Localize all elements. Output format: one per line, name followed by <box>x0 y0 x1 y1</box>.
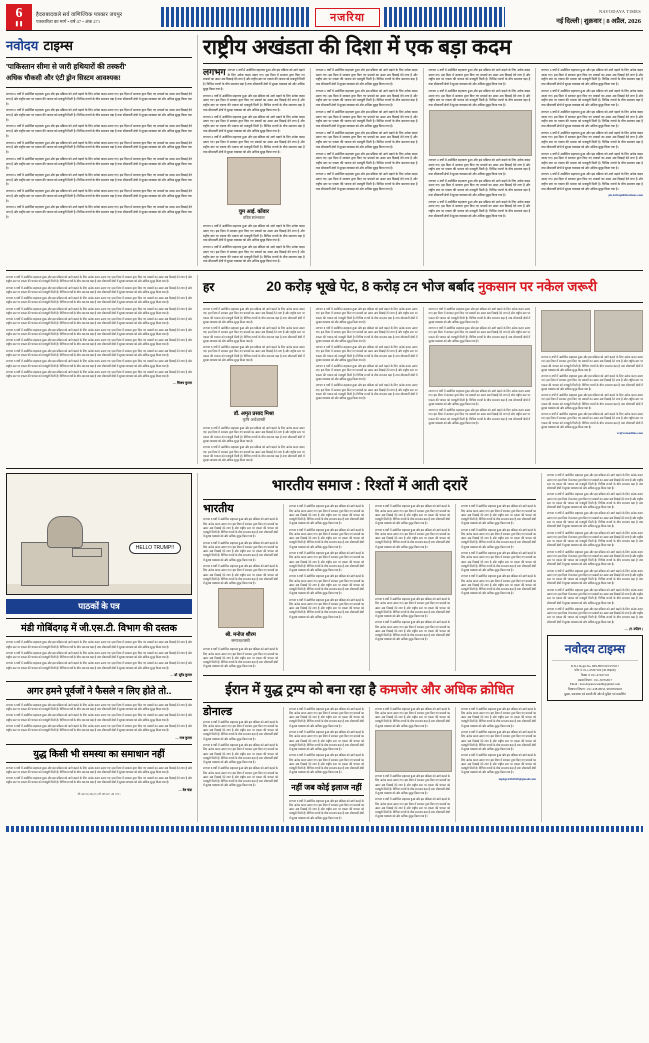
paragraph: लगभग 6 वर्षों में असीमित सहायता हुआ और इस प्रक्रिया को आगे बढ़ाने के लिए अनेक कदम उठाए गए। इस दिशा में सरकार द्वारा किए गए प्रयासों का असर अब दिखाई देने लगा है और राष्ट्रीय स्तर पर एकता की भावना को मजबूती मिली है। विभिन्न राज्यों के बीच समन्वय बढ़ा है तथा सीमावर्ती क्षेत्रों में सुरक्षा व्यवस्था को और अधिक सुदृढ़ किया गया है। <box>375 596 450 619</box>
letter-body-3 <box>6 766 192 785</box>
imprint-line: मुद्रक, प्रकाशक एवं स्वामी की ओर से मुद्रित एवं प्रकाशित <box>564 691 626 696</box>
paragraph: लगभग 6 वर्षों में असीमित सहायता हुआ और इस प्रक्रिया को आगे बढ़ाने के लिए अनेक कदम उठाए गए। इस दिशा में सरकार द्वारा किए गए प्रयासों का असर अब दिखाई देने लगा है और राष्ट्रीय स्तर पर एकता की भावना को मजबूती मिली है। विभिन्न राज्यों के बीच समन्वय बढ़ा है तथा सीमावर्ती क्षेत्रों में सुरक्षा व्यवस्था को और अधिक सुदृढ़ किया गया है। <box>289 798 364 820</box>
imprint-line: R.N.I. Regn.No. DELHIN/2013/53517 <box>570 663 620 668</box>
society-columns <box>203 504 536 670</box>
paragraph: लगभग 6 वर्षों में असीमित सहायता हुआ और इस प्रक्रिया को आगे बढ़ाने के लिए अनेक कदम उठाए गए। इस दिशा में सरकार द्वारा किए गए प्रयासों का असर अब दिखाई देने लगा है और राष्ट्रीय स्तर पर एकता की भावना को मजबूती मिली है। विभिन्न राज्यों के बीच समन्वय बढ़ा है तथा सीमावर्ती क्षेत्रों में सुरक्षा व्यवस्था को और अधिक सुदृढ़ किया गया है। <box>203 224 305 243</box>
paragraph: लगभग 6 वर्षों में असीमित सहायता हुआ और इस प्रक्रिया को आगे बढ़ाने के लिए अनेक कदम उठाए गए। इस दिशा में सरकार द्वारा किए गए प्रयासों का असर अब दिखाई देने लगा है और राष्ट्रीय स्तर पर एकता की भावना को मजबूती मिली है। विभिन्न राज्यों के बीच समन्वय बढ़ा है तथा सीमावर्ती क्षेत्रों में सुरक्षा व्यवस्था को और अधिक सुदृढ़ किया गया है। <box>203 307 305 324</box>
paragraph: लगभग 6 वर्षों में असीमित सहायता हुआ और इस प्रक्रिया को आगे बढ़ाने के लिए अनेक कदम उठाए गए। इस दिशा में सरकार द्वारा किए गए प्रयासों का असर अब दिखाई देने लगा है और राष्ट्रीय स्तर पर एकता की भावना को मजबूती मिली है। विभिन्न राज्यों के बीच समन्वय बढ़ा है तथा सीमावर्ती क्षेत्रों में सुरक्षा व्यवस्था को और अधिक सुदृढ़ किया गया है। <box>6 327 192 336</box>
imprint-line: विज्ञापन विभाग : 011-43819933, 9818393903 <box>567 687 623 692</box>
paragraph: लगभग 6 वर्षों में असीमित सहायता हुआ और इस प्रक्रिया को आगे बढ़ाने के लिए अनेक कदम उठाए गए। इस दिशा में सरकार द्वारा किए गए प्रयासों का असर अब दिखाई देने लगा है और राष्ट्रीय स्तर पर एकता की भावना को मजबूती मिली है। विभिन्न राज्यों के बीच समन्वय बढ़ा है तथा सीमावर्ती क्षेत्रों में सुरक्षा व्यवस्था को और अधिक सुदृढ़ किया गया है। <box>461 753 536 775</box>
paragraph: लगभग 6 वर्षों में असीमित सहायता हुआ और इस प्रक्रिया को आगे बढ़ाने के लिए अनेक कदम उठाए गए। इस दिशा में सरकार द्वारा किए गए प्रयासों का असर अब दिखाई देने लगा है और राष्ट्रीय स्तर पर एकता की भावना को मजबूती मिली है। विभिन्न राज्यों के बीच समन्वय बढ़ा है तथा सीमावर्ती क्षेत्रों में सुरक्षा व्यवस्था को और अधिक सुदृढ़ किया गया है। <box>461 706 536 728</box>
letter-signoff-2: — राज कुमार <box>175 735 192 740</box>
paragraph: लगभग 6 वर्षों में असीमित सहायता हुआ और इस प्रक्रिया को आगे बढ़ाने के लिए अनेक कदम उठाए गए। इस दिशा में सरकार द्वारा किए गए प्रयासों का असर अब दिखाई देने लगा है और राष्ट्रीय स्तर पर एकता की भावना को मजबूती मिली है। विभिन्न राज्यों के बीच समन्वय बढ़ा है तथा सीमावर्ती क्षेत्रों में सुरक्षा व्यवस्था को और अधिक सुदृढ़ किया गया है। <box>6 275 192 284</box>
letters-section-head: पाठकों के पत्र <box>6 599 192 614</box>
paragraph: लगभग 6 वर्षों में असीमित सहायता हुआ और इस प्रक्रिया को आगे बढ़ाने के लिए अनेक कदम उठाए गए। इस दिशा में सरकार द्वारा किए गए प्रयासों का असर अब दिखाई देने लगा है और राष्ट्रीय स्तर पर एकता की भावना को मजबूती मिली है। विभिन्न राज्यों के बीच समन्वय बढ़ा है तथा सीमावर्ती क्षेत्रों में सुरक्षा व्यवस्था को और अधिक सुदृढ़ किया गया है। <box>547 530 643 548</box>
paragraph: लगभग 6 वर्षों में असीमित सहायता हुआ और इस प्रक्रिया को आगे बढ़ाने के लिए अनेक कदम उठाए गए। इस दिशा में सरकार द्वारा किए गए प्रयासों का असर अब दिखाई देने लगा है और राष्ट्रीय स्तर पर एकता की भावना को मजबूती मिली है। विभिन्न राज्यों के बीच समन्वय बढ़ा है तथा सीमावर्ती क्षेत्रों में सुरक्षा व्यवस्था को और अधिक सुदृढ़ किया गया है। <box>541 412 643 429</box>
letters-phone-line: मो. 94714-34123 | मो. 98 547 -40 723 | <box>77 792 121 796</box>
paragraph: लगभग 6 वर्षों में असीमित सहायता हुआ और इस प्रक्रिया को आगे बढ़ाने के लिए अनेक कदम उठाए गए। इस दिशा में सरकार द्वारा किए गए प्रयासों का असर अब दिखाई देने लगा है और राष्ट्रीय स्तर पर एकता की भावना को मजबूती मिली है। विभिन्न राज्यों के बीच समन्वय बढ़ा है तथा सीमावर्ती क्षेत्रों में सुरक्षा व्यवस्था को और अधिक सुदृढ़ किया गया है। <box>315 130 418 149</box>
letter-body-2 <box>6 703 192 733</box>
trump-headline-main: ईरान में युद्ध ट्रम्प को बना रहा है <box>225 681 377 697</box>
column-left-food <box>6 275 192 464</box>
food-author-name: डॉ. अमृत प्रसाद मिश्रा <box>233 411 274 418</box>
logo-secondary: टाइम्स <box>43 38 73 53</box>
editorial-cartoon <box>6 473 192 595</box>
decorative-bars-right <box>384 7 505 27</box>
trump-drop-cap: डोनाल्ड <box>203 705 233 718</box>
food-col-a <box>203 307 305 464</box>
paragraph: लगभग 6 वर्षों में असीमित सहायता हुआ और इस प्रक्रिया को आगे बढ़ाने के लिए अनेक कदम उठाए गए। इस दिशा में सरकार द्वारा किए गए प्रयासों का असर अब दिखाई देने लगा है और राष्ट्रीय स्तर पर एकता की भावना को मजबूती मिली है। विभिन्न राज्यों के बीच समन्वय बढ़ा है तथा सीमावर्ती क्षेत्रों में सुरक्षा व्यवस्था को और अधिक सुदृढ़ किया गया है। <box>289 597 364 619</box>
masthead-line-1: हैदराबादवाले सर्व वाणिज्यिक पत्रकार जयपुर <box>36 11 123 18</box>
masthead-edition <box>509 4 643 30</box>
paragraph: लगभग 6 वर्षों में असीमित सहायता हुआ और इस प्रक्रिया को आगे बढ़ाने के लिए अनेक कदम उठाए गए। इस दिशा में सरकार द्वारा किए गए प्रयासों का असर अब दिखाई देने लगा है और राष्ट्रीय स्तर पर एकता की भावना को मजबूती मिली है। विभिन्न राज्यों के बीच समन्वय बढ़ा है तथा सीमावर्ती क्षेत्रों में सुरक्षा व्यवस्था को और अधिक सुदृढ़ किया गया है। <box>428 88 531 108</box>
food-col-d <box>541 307 643 464</box>
food-photo-row <box>541 310 643 352</box>
paragraph: लगभग 6 वर्षों में असीमित सहायता हुआ और इस प्रक्रिया को आगे बढ़ाने के लिए अनेक कदम उठाए गए। इस दिशा में सरकार द्वारा किए गए प्रयासों का असर अब दिखाई देने लगा है और राष्ट्रीय स्तर पर एकता की भावना को मजबूती मिली है। विभिन्न राज्यों के बीच समन्वय बढ़ा है तथा सीमावर्ती क्षेत्रों में सुरक्षा व्यवस्था को और अधिक सुदृढ़ किया गया है। <box>6 650 192 660</box>
column-right-notes <box>547 473 643 822</box>
paragraph: लगभग 6 वर्षों में असीमित सहायता हुआ और इस प्रक्रिया को आगे बढ़ाने के लिए अनेक कदम उठाए गए। इस दिशा में सरकार द्वारा किए गए प्रयासों का असर अब दिखाई देने लगा है और राष्ट्रीय स्तर पर एकता की भावना को मजबूती मिली है। विभिन्न राज्यों के बीच समन्वय बढ़ा है तथा सीमावर्ती क्षेत्रों में सुरक्षा व्यवस्था को और अधिक सुदृढ़ किया गया है। <box>6 640 192 649</box>
lead-quote-line-2: अधिक चौकसी और एंटी ड्रोन सिस्टम आवश्यक! <box>6 74 121 82</box>
paragraph: लगभग 6 वर्षों में असीमित सहायता हुआ और इस प्रक्रिया को आगे बढ़ाने के लिए अनेक कदम उठाए गए। इस दिशा में सरकार द्वारा किए गए प्रयासों का असर अब दिखाई देने लगा है और राष्ट्रीय स्तर पर एकता की भावना को मजबूती मिली है। विभिन्न राज्यों के बीच समन्वय बढ़ा है तथा सीमावर्ती क्षेत्रों में सुरक्षा व्यवस्था को और अधिक सुदृढ़ किया गया है। <box>375 620 450 642</box>
paragraph: लगभग 6 वर्षों में असीमित सहायता हुआ और इस प्रक्रिया को आगे बढ़ाने के लिए अनेक कदम उठाए गए। इस दिशा में सरकार द्वारा किए गए प्रयासों का असर अब दिखाई देने लगा है और राष्ट्रीय स्तर पर एकता की भावना को मजबूती मिली है। विभिन्न राज्यों के बीच समन्वय बढ़ा है तथा सीमावर्ती क्षेत्रों में सुरक्षा व्यवस्था को और अधिक सुदृढ़ किया गया है। <box>547 473 643 491</box>
paragraph: लगभग 6 वर्षों में असीमित सहायता हुआ और इस प्रक्रिया को आगे बढ़ाने के लिए अनेक कदम उठाए गए। इस दिशा में सरकार द्वारा किए गए प्रयासों का असर अब दिखाई देने लगा है और राष्ट्रीय स्तर पर एकता की भावना को मजबूती मिली है। विभिन्न राज्यों के बीच समन्वय बढ़ा है तथा सीमावर्ती क्षेत्रों में सुरक्षा व्यवस्था को और अधिक सुदृढ़ किया गया है। <box>541 355 643 372</box>
paragraph: लगभग 6 वर्षों में असीमित सहायता हुआ और इस प्रक्रिया को आगे बढ़ाने के लिए अनेक कदम उठाए गए। इस दिशा में सरकार द्वारा किए गए प्रयासों का असर अब दिखाई देने लगा है और राष्ट्रीय स्तर पर एकता की भावना को मजबूती मिली है। विभिन्न राज्यों के बीच समन्वय बढ़ा है तथा सीमावर्ती क्षेत्रों में सुरक्षा व्यवस्था को और अधिक सुदृढ़ किया गया है। <box>6 306 192 315</box>
paragraph: लगभग 6 वर्षों में असीमित सहायता हुआ और इस प्रक्रिया को आगे बढ़ाने के लिए अनेक कदम उठाए गए। इस दिशा में सरकार द्वारा किए गए प्रयासों का असर अब दिखाई देने लगा है और राष्ट्रीय स्तर पर एकता की भावना को मजबूती मिली है। विभिन्न राज्यों के बीच समन्वय बढ़ा है तथा सीमावर्ती क्षेत्रों में सुरक्षा व्यवस्था को और अधिक सुदृढ़ किया गया है। <box>315 172 418 191</box>
trump-photo <box>375 730 452 772</box>
paragraph: लगभग 6 वर्षों में असीमित सहायता हुआ और इस प्रक्रिया को आगे बढ़ाने के लिए अनेक कदम उठाए गए। इस दिशा में सरकार द्वारा किए गए प्रयासों का असर अब दिखाई देने लगा है और राष्ट्रीय स्तर पर एकता की भावना को मजबूती मिली है। विभिन्न राज्यों के बीच समन्वय बढ़ा है तथा सीमावर्ती क्षेत्रों में सुरक्षा व्यवस्था को और अधिक सुदृढ़ किया गया है। <box>289 729 364 752</box>
masthead <box>6 4 643 31</box>
paragraph: लगभग 6 वर्षों में असीमित सहायता हुआ और इस प्रक्रिया को आगे बढ़ाने के लिए अनेक कदम उठाए गए। इस दिशा में सरकार द्वारा किए गए प्रयासों का असर अब दिखाई देने लगा है और राष्ट्रीय स्तर पर एकता की भावना को मजबूती मिली है। विभिन्न राज्यों के बीच समन्वय बढ़ा है तथा सीमावर्ती क्षेत्रों में सुरक्षा व्यवस्था को और अधिक सुदृढ़ किया गया है। <box>6 140 192 155</box>
author-role: वरिष्ठ स्तंभकार <box>243 215 265 221</box>
paragraph: लगभग 6 वर्षों में असीमित सहायता हुआ और इस प्रक्रिया को आगे बढ़ाने के लिए अनेक कदम उठाए गए। इस दिशा में सरकार द्वारा किए गए प्रयासों का असर अब दिखाई देने लगा है और राष्ट्रीय स्तर पर एकता की भावना को मजबूती मिली है। विभिन्न राज्यों के बीच समन्वय बढ़ा है तथा सीमावर्ती क्षेत्रों में सुरक्षा व्यवस्था को और अधिक सुदृढ़ किया गया है। <box>6 172 192 187</box>
food-columns <box>203 307 643 464</box>
food-email: vc@vomadilas.com <box>616 431 643 436</box>
logo-primary: नवोदय <box>6 38 39 53</box>
trump-col-a <box>203 707 278 822</box>
paragraph: लगभग 6 वर्षों में असीमित सहायता हुआ और इस प्रक्रिया को आगे बढ़ाने के लिए अनेक कदम उठाए गए। इस दिशा में सरकार द्वारा किए गए प्रयासों का असर अब दिखाई देने लगा है और राष्ट्रीय स्तर पर एकता की भावना को मजबूती मिली है। विभिन्न राज्यों के बीच समन्वय बढ़ा है तथा सीमावर्ती क्षेत्रों में सुरक्षा व्यवस्था को और अधिक सुदृढ़ किया गया है। <box>6 702 192 712</box>
paragraph: लगभग 6 वर्षों में असीमित सहायता हुआ और इस प्रक्रिया को आगे बढ़ाने के लिए अनेक कदम उठाए गए। इस दिशा में सरकार द्वारा किए गए प्रयासों का असर अब दिखाई देने लगा है और राष्ट्रीय स्तर पर एकता की भावना को मजबूती मिली है। विभिन्न राज्यों के बीच समन्वय बढ़ा है तथा सीमावर्ती क्षेत्रों में सुरक्षा व्यवस्था को और अधिक सुदृढ़ किया गया है। <box>6 108 192 122</box>
society-col-c <box>375 504 450 670</box>
food-drop-cap: हर <box>203 280 215 295</box>
trump-headline <box>203 680 536 698</box>
imprint-line: फैक्स नं. 011-47297122 <box>580 673 610 678</box>
column-main-society <box>203 473 536 822</box>
paragraph: लगभग 6 वर्षों में असीमित सहायता हुआ और इस प्रक्रिया को आगे बढ़ाने के लिए अनेक कदम उठाए गए। इस दिशा में सरकार द्वारा किए गए प्रयासों का असर अब दिखाई देने लगा है और राष्ट्रीय स्तर पर एकता की भावना को मजबूती मिली है। विभिन्न राज्यों के बीच समन्वय बढ़ा है तथा सीमावर्ती क्षेत्रों में सुरक्षा व्यवस्था को और अधिक सुदृढ़ किया गया है। <box>315 383 418 401</box>
paragraph: लगभग 6 वर्षों में असीमित सहायता हुआ और इस प्रक्रिया को आगे बढ़ाने के लिए अनेक कदम उठाए गए। इस दिशा में सरकार द्वारा किए गए प्रयासों का असर अब दिखाई देने लगा है और राष्ट्रीय स्तर पर एकता की भावना को मजबूती मिली है। विभिन्न राज्यों के बीच समन्वय बढ़ा है तथा सीमावर्ती क्षेत्रों में सुरक्षा व्यवस्था को और अधिक सुदृढ़ किया गया है। <box>203 68 305 91</box>
letter-signoff-3: — देव चंद्रा <box>178 787 192 792</box>
right-notes-body <box>547 473 643 624</box>
paragraph: लगभग 6 वर्षों में असीमित सहायता हुआ और इस प्रक्रिया को आगे बढ़ाने के लिए अनेक कदम उठाए गए। इस दिशा में सरकार द्वारा किए गए प्रयासों का असर अब दिखाई देने लगा है और राष्ट्रीय स्तर पर एकता की भावना को मजबूती मिली है। विभिन्न राज्यों के बीच समन्वय बढ़ा है तथा सीमावर्ती क्षेत्रों में सुरक्षा व्यवस्था को और अधिक सुदृढ़ किया गया है। <box>428 408 531 425</box>
paragraph: लगभग 6 वर्षों में असीमित सहायता हुआ और इस प्रक्रिया को आगे बढ़ाने के लिए अनेक कदम उठाए गए। इस दिशा में सरकार द्वारा किए गए प्रयासों का असर अब दिखाई देने लगा है और राष्ट्रीय स्तर पर एकता की भावना को मजबूती मिली है। विभिन्न राज्यों के बीच समन्वय बढ़ा है तथा सीमावर्ती क्षेत्रों में सुरक्षा व्यवस्था को और अधिक सुदृढ़ किया गया है। <box>6 317 192 326</box>
paragraph: लगभग 6 वर्षों में असीमित सहायता हुआ और इस प्रक्रिया को आगे बढ़ाने के लिए अनेक कदम उठाए गए। इस दिशा में सरकार द्वारा किए गए प्रयासों का असर अब दिखाई देने लगा है और राष्ट्रीय स्तर पर एकता की भावना को मजबूती मिली है। विभिन्न राज्यों के बीच समन्वय बढ़ा है तथा सीमावर्ती क्षेत्रों में सुरक्षा व्यवस्था को और अधिक सुदृढ़ किया गया है। <box>375 797 450 819</box>
paragraph: लगभग 6 वर्षों में असीमित सहायता हुआ और इस प्रक्रिया को आगे बढ़ाने के लिए अनेक कदम उठाए गए। इस दिशा में सरकार द्वारा किए गए प्रयासों का असर अब दिखाई देने लगा है और राष्ट्रीय स्तर पर एकता की भावना को मजबूती मिली है। विभिन्न राज्यों के बीच समन्वय बढ़ा है तथा सीमावर्ती क्षेत्रों में सुरक्षा व्यवस्था को और अधिक सुदृढ़ किया गया है। <box>203 766 278 788</box>
row-lead <box>6 35 643 266</box>
paragraph: लगभग 6 वर्षों में असीमित सहायता हुआ और इस प्रक्रिया को आगे बढ़ाने के लिए अनेक कदम उठाए गए। इस दिशा में सरकार द्वारा किए गए प्रयासों का असर अब दिखाई देने लगा है और राष्ट्रीय स्तर पर एकता की भावना को मजबूती मिली है। विभिन्न राज्यों के बीच समन्वय बढ़ा है तथा सीमावर्ती क्षेत्रों में सुरक्षा व्यवस्था को और अधिक सुदृढ़ किया गया है। <box>203 114 305 133</box>
food-photo-2 <box>541 310 590 352</box>
masthead-paper-info <box>32 4 157 30</box>
right-notes-signoff: — (ए. उपेंद्रन ) <box>624 626 643 631</box>
paragraph: लगभग 6 वर्षों में असीमित सहायता हुआ और इस प्रक्रिया को आगे बढ़ाने के लिए अनेक कदम उठाए गए। इस दिशा में सरकार द्वारा किए गए प्रयासों का असर अब दिखाई देने लगा है और राष्ट्रीय स्तर पर एकता की भावना को मजबूती मिली है। विभिन्न राज्यों के बीच समन्वय बढ़ा है तथा सीमावर्ती क्षेत्रों में सुरक्षा व्यवस्था को और अधिक सुदृढ़ किया गया है। <box>6 156 192 171</box>
food-headline <box>220 277 643 295</box>
paragraph: लगभग 6 वर्षों में असीमित सहायता हुआ और इस प्रक्रिया को आगे बढ़ाने के लिए अनेक कदम उठाए गए। इस दिशा में सरकार द्वारा किए गए प्रयासों का असर अब दिखाई देने लगा है और राष्ट्रीय स्तर पर एकता की भावना को मजबूती मिली है। विभिन्न राज्यों के बीच समन्वय बढ़ा है तथा सीमावर्ती क्षेत्रों में सुरक्षा व्यवस्था को और अधिक सुदृढ़ किया गया है। <box>375 706 450 728</box>
paragraph: लगभग 6 वर्षों में असीमित सहायता हुआ और इस प्रक्रिया को आगे बढ़ाने के लिए अनेक कदम उठाए गए। इस दिशा में सरकार द्वारा किए गए प्रयासों का असर अब दिखाई देने लगा है और राष्ट्रीय स्तर पर एकता की भावना को मजबूती मिली है। विभिन्न राज्यों के बीच समन्वय बढ़ा है तथा सीमावर्ती क्षेत्रों में सुरक्षा व्यवस्था को और अधिक सुदृढ़ किया गया है। <box>289 706 364 728</box>
paragraph: लगभग 6 वर्षों में असीमित सहायता हुआ और इस प्रक्रिया को आगे बढ़ाने के लिए अनेक कदम उठाए गए। इस दिशा में सरकार द्वारा किए गए प्रयासों का असर अब दिखाई देने लगा है और राष्ट्रीय स्तर पर एकता की भावना को मजबूती मिली है। विभिन्न राज्यों के बीच समन्वय बढ़ा है तथा सीमावर्ती क्षेत्रों में सुरक्षा व्यवस्था को और अधिक सुदृढ़ किया गया है। <box>547 511 643 529</box>
column-left-cartoon <box>6 473 192 822</box>
trump-col-d <box>461 707 536 822</box>
paragraph: लगभग 6 वर्षों में असीमित सहायता हुआ और इस प्रक्रिया को आगे बढ़ाने के लिए अनेक कदम उठाए गए। इस दिशा में सरकार द्वारा किए गए प्रयासों का असर अब दिखाई देने लगा है और राष्ट्रीय स्तर पर एकता की भावना को मजबूती मिली है। विभिन्न राज्यों के बीच समन्वय बढ़ा है तथा सीमावर्ती क्षेत्रों में सुरक्षा व्यवस्था को और अधिक सुदृढ़ किया गया है। <box>315 307 418 324</box>
paragraph: लगभग 6 वर्षों में असीमित सहायता हुआ और इस प्रक्रिया को आगे बढ़ाने के लिए अनेक कदम उठाए गए। इस दिशा में सरकार द्वारा किए गए प्रयासों का असर अब दिखाई देने लगा है और राष्ट्रीय स्तर पर एकता की भावना को मजबूती मिली है। विभिन्न राज्यों के बीच समन्वय बढ़ा है तथा सीमावर्ती क्षेत्रों में सुरक्षा व्यवस्था को और अधिक सुदृढ़ किया गया है। <box>203 540 278 562</box>
paragraph: लगभग 6 वर्षों में असीमित सहायता हुआ और इस प्रक्रिया को आगे बढ़ाने के लिए अनेक कदम उठाए गए। इस दिशा में सरकार द्वारा किए गए प्रयासों का असर अब दिखाई देने लगा है और राष्ट्रीय स्तर पर एकता की भावना को मजबूती मिली है। विभिन्न राज्यों के बीच समन्वय बढ़ा है तथा सीमावर्ती क्षेत्रों में सुरक्षा व्यवस्था को और अधिक सुदृढ़ किया गया है। <box>315 68 418 87</box>
paragraph: लगभग 6 वर्षों में असीमित सहायता हुआ और इस प्रक्रिया को आगे बढ़ाने के लिए अनेक कदम उठाए गए। इस दिशा में सरकार द्वारा किए गए प्रयासों का असर अब दिखाई देने लगा है और राष्ट्रीय स्तर पर एकता की भावना को मजबूती मिली है। विभिन्न राज्यों के बीच समन्वय बढ़ा है तथा सीमावर्ती क्षेत्रों में सुरक्षा व्यवस्था को और अधिक सुदृढ़ किया गया है। <box>547 568 643 586</box>
paragraph: लगभग 6 वर्षों में असीमित सहायता हुआ और इस प्रक्रिया को आगे बढ़ाने के लिए अनेक कदम उठाए गए। इस दिशा में सरकार द्वारा किए गए प्रयासों का असर अब दिखाई देने लगा है और राष्ट्रीय स्तर पर एकता की भावना को मजबूती मिली है। विभिन्न राज्यों के बीच समन्वय बढ़ा है तथा सीमावर्ती क्षेत्रों में सुरक्षा व्यवस्था को और अधिक सुदृढ़ किया गया है। <box>428 157 531 176</box>
paper-logo <box>6 35 192 58</box>
society-col-a <box>203 504 278 670</box>
paragraph: लगभग 6 वर्षों में असीमित सहायता हुआ और इस प्रक्रिया को आगे बढ़ाने के लिए अनेक कदम उठाए गए। इस दिशा में सरकार द्वारा किए गए प्रयासों का असर अब दिखाई देने लगा है और राष्ट्रीय स्तर पर एकता की भावना को मजबूती मिली है। विभिन्न राज्यों के बीच समन्वय बढ़ा है तथा सीमावर्ती क्षेत्रों में सुरक्षा व्यवस्था को और अधिक सुदृढ़ किया गया है। <box>6 359 192 368</box>
lead-quote-line-1: 'पाकिस्तान सीमा से जारी हथियारों की तस्करी' <box>6 62 127 71</box>
imprint-brand: नवोदय टाइम्स <box>564 641 626 656</box>
lead-col-b <box>316 68 418 266</box>
article-photo <box>429 110 533 156</box>
paragraph: लगभग 6 वर्षों में असीमित सहायता हुआ और इस प्रक्रिया को आगे बढ़ाने के लिए अनेक कदम उठाए गए। इस दिशा में सरकार द्वारा किए गए प्रयासों का असर अब दिखाई देने लगा है और राष्ट्रीय स्तर पर एकता की भावना को मजबूती मिली है। विभिन्न राज्यों के बीच समन्वय बढ़ा है तथा सीमावर्ती क्षेत्रों में सुरक्षा व्यवस्था को और अधिक सुदृढ़ किया गया है। <box>547 606 643 624</box>
author-chip <box>203 157 305 221</box>
main-lead-columns <box>203 68 643 266</box>
paragraph: लगभग 6 वर्षों में असीमित सहायता हुआ और इस प्रक्रिया को आगे बढ़ाने के लिए अनेक कदम उठाए गए। इस दिशा में सरकार द्वारा किए गए प्रयासों का असर अब दिखाई देने लगा है और राष्ट्रीय स्तर पर एकता की भावना को मजबूती मिली है। विभिन्न राज्यों के बीच समन्वय बढ़ा है तथा सीमावर्ती क्षेत्रों में सुरक्षा व्यवस्था को और अधिक सुदृढ़ किया गया है। <box>541 172 643 191</box>
paragraph: लगभग 6 वर्षों में असीमित सहायता हुआ और इस प्रक्रिया को आगे बढ़ाने के लिए अनेक कदम उठाए गए। इस दिशा में सरकार द्वारा किए गए प्रयासों का असर अब दिखाई देने लगा है और राष्ट्रीय स्तर पर एकता की भावना को मजबूती मिली है। विभिन्न राज्यों के बीच समन्वय बढ़ा है तथा सीमावर्ती क्षेत्रों में सुरक्षा व्यवस्था को और अधिक सुदृढ़ किया गया है। <box>547 549 643 567</box>
paragraph: लगभग 6 वर्षों में असीमित सहायता हुआ और इस प्रक्रिया को आगे बढ़ाने के लिए अनेक कदम उठाए गए। इस दिशा में सरकार द्वारा किए गए प्रयासों का असर अब दिखाई देने लगा है और राष्ट्रीय स्तर पर एकता की भावना को मजबूती मिली है। विभिन्न राज्यों के बीच समन्वय बढ़ा है तथा सीमावर्ती क्षेत्रों में सुरक्षा व्यवस्था को और अधिक सुदृढ़ किया गया है। <box>6 348 192 357</box>
paragraph: लगभग 6 वर्षों में असीमित सहायता हुआ और इस प्रक्रिया को आगे बढ़ाने के लिए अनेक कदम उठाए गए। इस दिशा में सरकार द्वारा किए गए प्रयासों का असर अब दिखाई देने लगा है और राष्ट्रीय स्तर पर एकता की भावना को मजबूती मिली है। विभिन्न राज्यों के बीच समन्वय बढ़ा है तथा सीमावर्ती क्षेत्रों में सुरक्षा व्यवस्था को और अधिक सुदृढ़ किया गया है। <box>6 723 192 733</box>
paragraph: लगभग 6 वर्षों में असीमित सहायता हुआ और इस प्रक्रिया को आगे बढ़ाने के लिए अनेक कदम उठाए गए। इस दिशा में सरकार द्वारा किए गए प्रयासों का असर अब दिखाई देने लगा है और राष्ट्रीय स्तर पर एकता की भावना को मजबूती मिली है। विभिन्न राज्यों के बीच समन्वय बढ़ा है तथा सीमावर्ती क्षेत्रों में सुरक्षा व्यवस्था को और अधिक सुदृढ़ किया गया है। <box>375 527 450 549</box>
imprint-line: Email : navodayanewsdelhi@gmail.com <box>569 682 621 687</box>
paragraph: लगभग 6 वर्षों में असीमित सहायता हुआ और इस प्रक्रिया को आगे बढ़ाने के लिए अनेक कदम उठाए गए। इस दिशा में सरकार द्वारा किए गए प्रयासों का असर अब दिखाई देने लगा है और राष्ट्रीय स्तर पर एकता की भावना को मजबूती मिली है। विभिन्न राज्यों के बीच समन्वय बढ़ा है तथा सीमावर्ती क्षेत्रों में सुरक्षा व्यवस्था को और अधिक सुदृढ़ किया गया है। <box>428 68 531 87</box>
letter-signoff-1: — डॉ. सुरेंद्र कुमार <box>170 672 192 677</box>
society-drop-cap: भारतीय <box>203 503 234 516</box>
paragraph: लगभग 6 वर्षों में असीमित सहायता हुआ और इस प्रक्रिया को आगे बढ़ाने के लिए अनेक कदम उठाए गए। इस दिशा में सरकार द्वारा किए गए प्रयासों का असर अब दिखाई देने लगा है और राष्ट्रीय स्तर पर एकता की भावना को मजबूती मिली है। विभिन्न राज्यों के बीच समन्वय बढ़ा है तथा सीमावर्ती क्षेत्रों में सुरक्षा व्यवस्था को और अधिक सुदृढ़ किया गया है। <box>6 92 192 106</box>
trump-col-c <box>375 707 450 822</box>
trump-email: mpkgra562920@gmail.com <box>498 776 536 781</box>
lead-col-c <box>429 68 531 266</box>
paragraph: लगभग 6 वर्षों में असीमित सहायता हुआ और इस प्रक्रिया को आगे बढ़ाने के लिए अनेक कदम उठाए गए। इस दिशा में सरकार द्वारा किए गए प्रयासों का असर अब दिखाई देने लगा है और राष्ट्रीय स्तर पर एकता की भावना को मजबूती मिली है। विभिन्न राज्यों के बीच समन्वय बढ़ा है तथा सीमावर्ती क्षेत्रों में सुरक्षा व्यवस्था को और अधिक सुदृढ़ किया गया है। <box>203 135 305 154</box>
paragraph: लगभग 6 वर्षों में असीमित सहायता हुआ और इस प्रक्रिया को आगे बढ़ाने के लिए अनेक कदम उठाए गए। इस दिशा में सरकार द्वारा किए गए प्रयासों का असर अब दिखाई देने लगा है और राष्ट्रीय स्तर पर एकता की भावना को मजबूती मिली है। विभिन्न राज्यों के बीच समन्वय बढ़ा है तथा सीमावर्ती क्षेत्रों में सुरक्षा व्यवस्था को और अधिक सुदृढ़ किया गया है। <box>6 285 192 294</box>
paragraph: लगभग 6 वर्षों में असीमित सहायता हुआ और इस प्रक्रिया को आगे बढ़ाने के लिए अनेक कदम उठाए गए। इस दिशा में सरकार द्वारा किए गए प्रयासों का असर अब दिखाई देने लगा है और राष्ट्रीय स्तर पर एकता की भावना को मजबूती मिली है। विभिन्न राज्यों के बीच समन्वय बढ़ा है तथा सीमावर्ती क्षेत्रों में सुरक्षा व्यवस्था को और अधिक सुदृढ़ किया गया है। <box>315 109 418 128</box>
paragraph: लगभग 6 वर्षों में असीमित सहायता हुआ और इस प्रक्रिया को आगे बढ़ाने के लिए अनेक कदम उठाए गए। इस दिशा में सरकार द्वारा किए गए प्रयासों का असर अब दिखाई देने लगा है और राष्ट्रीय स्तर पर एकता की भावना को मजबूती मिली है। विभिन्न राज्यों के बीच समन्वय बढ़ा है तथा सीमावर्ती क्षेत्रों में सुरक्षा व्यवस्था को और अधिक सुदृढ़ किया गया है। <box>6 124 192 138</box>
paragraph: लगभग 6 वर्षों में असीमित सहायता हुआ और इस प्रक्रिया को आगे बढ़ाने के लिए अनेक कदम उठाए गए। इस दिशा में सरकार द्वारा किए गए प्रयासों का असर अब दिखाई देने लगा है और राष्ट्रीय स्तर पर एकता की भावना को मजबूती मिली है। विभिन्न राज्यों के बीच समन्वय बढ़ा है तथा सीमावर्ती क्षेत्रों में सुरक्षा व्यवस्था को और अधिक सुदृढ़ किया गया है। <box>203 345 305 362</box>
column-divider <box>197 35 198 266</box>
lead-col-a <box>203 68 305 266</box>
food-photo-1 <box>429 345 533 387</box>
imprint-box <box>547 635 643 701</box>
column-main-lead <box>203 35 643 266</box>
masthead-line-2: पत्रकारिता का मार्ग • वर्ष 47 • अंक 271 <box>36 18 101 24</box>
trump-subhead: नहीं जब कोई इलाज नहीं <box>289 779 364 796</box>
food-col-c <box>429 307 531 464</box>
paragraph: लगभग 6 वर्षों में असीमित सहायता हुआ और इस प्रक्रिया को आगे बढ़ाने के लिए अनेक कदम उठाए गए। इस दिशा में सरकार द्वारा किए गए प्रयासों का असर अब दिखाई देने लगा है और राष्ट्रीय स्तर पर एकता की भावना को मजबूती मिली है। विभिन्न राज्यों के बीच समन्वय बढ़ा है तथा सीमावर्ती क्षेत्रों में सुरक्षा व्यवस्था को और अधिक सुदृढ़ किया गया है। <box>375 504 450 526</box>
left-lead-body <box>6 92 192 219</box>
society-col-b <box>289 504 364 670</box>
letter-head-3: युद्ध किसी भी समस्या का समाधान नहीं <box>6 744 192 763</box>
society-col-d <box>461 504 536 670</box>
page-number: 6 <box>15 6 23 21</box>
paragraph: लगभग 6 वर्षों में असीमित सहायता हुआ और इस प्रक्रिया को आगे बढ़ाने के लिए अनेक कदम उठाए गए। इस दिशा में सरकार द्वारा किए गए प्रयासों का असर अब दिखाई देने लगा है और राष्ट्रीय स्तर पर एकता की भावना को मजबूती मिली है। विभिन्न राज्यों के बीच समन्वय बढ़ा है तथा सीमावर्ती क्षेत्रों में सुरक्षा व्यवस्था को और अधिक सुदृढ़ किया गया है। <box>289 574 364 596</box>
imprint-line: प्रसार विभाग : 011-30702017 <box>577 677 613 682</box>
letter-head-2: अगर हमने पूर्वजों ने फैसले न लिए होते तो.. <box>6 681 192 700</box>
society-author-name: श्री. मनोज शौरम <box>225 632 256 639</box>
paragraph: लगभग 6 वर्षों में असीमित सहायता हुआ और इस प्रक्रिया को आगे बढ़ाने के लिए अनेक कदम उठाए गए। इस दिशा में सरकार द्वारा किए गए प्रयासों का असर अब दिखाई देने लगा है और राष्ट्रीय स्तर पर एकता की भावना को मजबूती मिली है। विभिन्न राज्यों के बीच समन्वय बढ़ा है तथा सीमावर्ती क्षेत्रों में सुरक्षा व्यवस्था को और अधिक सुदृढ़ किया गया है। <box>428 307 531 324</box>
society-headline: भारतीय समाज : रिश्तों में आती दरारें <box>271 477 468 495</box>
food-author-role: कृषि अर्थशास्त्री <box>242 417 266 423</box>
paragraph: लगभग 6 वर्षों में असीमित सहायता हुआ और इस प्रक्रिया को आगे बढ़ाने के लिए अनेक कदम उठाए गए। इस दिशा में सरकार द्वारा किए गए प्रयासों का असर अब दिखाई देने लगा है और राष्ट्रीय स्तर पर एकता की भावना को मजबूती मिली है। विभिन्न राज्यों के बीच समन्वय बढ़ा है तथा सीमावर्ती क्षेत्रों में सुरक्षा व्यवस्था को और अधिक सुदृढ़ किया गया है। <box>6 189 192 203</box>
paragraph: लगभग 6 वर्षों में असीमित सहायता हुआ और इस प्रक्रिया को आगे बढ़ाने के लिए अनेक कदम उठाए गए। इस दिशा में सरकार द्वारा किए गए प्रयासों का असर अब दिखाई देने लगा है और राष्ट्रीय स्तर पर एकता की भावना को मजबूती मिली है। विभिन्न राज्यों के बीच समन्वय बढ़ा है तथा सीमावर्ती क्षेत्रों में सुरक्षा व्यवस्था को और अधिक सुदृढ़ किया गया है। <box>289 527 364 549</box>
paragraph: लगभग 6 वर्षों में असीमित सहायता हुआ और इस प्रक्रिया को आगे बढ़ाने के लिए अनेक कदम उठाए गए। इस दिशा में सरकार द्वारा किए गए प्रयासों का असर अब दिखाई देने लगा है और राष्ट्रीय स्तर पर एकता की भावना को मजबूती मिली है। विभिन्न राज्यों के बीच समन्वय बढ़ा है तथा सीमावर्ती क्षेत्रों में सुरक्षा व्यवस्था को और अधिक सुदृढ़ किया गया है। <box>428 326 531 343</box>
paragraph: लगभग 6 वर्षों में असीमित सहायता हुआ और इस प्रक्रिया को आगे बढ़ाने के लिए अनेक कदम उठाए गए। इस दिशा में सरकार द्वारा किए गए प्रयासों का असर अब दिखाई देने लगा है और राष्ट्रीय स्तर पर एकता की भावना को मजबूती मिली है। विभिन्न राज्यों के बीच समन्वय बढ़ा है तथा सीमावर्ती क्षेत्रों में सुरक्षा व्यवस्था को और अधिक सुदृढ़ किया गया है। <box>315 151 418 170</box>
trump-columns <box>203 707 536 822</box>
paragraph: लगभग 6 वर्षों में असीमित सहायता हुआ और इस प्रक्रिया को आगे बढ़ाने के लिए अनेक कदम उठाए गए। इस दिशा में सरकार द्वारा किए गए प्रयासों का असर अब दिखाई देने लगा है और राष्ट्रीय स्तर पर एकता की भावना को मजबूती मिली है। विभिन्न राज्यों के बीच समन्वय बढ़ा है तथा सीमावर्ती क्षेत्रों में सुरक्षा व्यवस्था को और अधिक सुदृढ़ किया गया है। <box>203 326 305 343</box>
paragraph: लगभग 6 वर्षों में असीमित सहायता हुआ और इस प्रक्रिया को आगे बढ़ाने के लिए अनेक कदम उठाए गए। इस दिशा में सरकार द्वारा किए गए प्रयासों का असर अब दिखाई देने लगा है और राष्ट्रीय स्तर पर एकता की भावना को मजबूती मिली है। विभिन्न राज्यों के बीच समन्वय बढ़ा है तथा सीमावर्ती क्षेत्रों में सुरक्षा व्यवस्था को और अधिक सुदृढ़ किया गया है। <box>6 776 192 785</box>
paragraph: लगभग 6 वर्षों में असीमित सहायता हुआ और इस प्रक्रिया को आगे बढ़ाने के लिए अनेक कदम उठाए गए। इस दिशा में सरकार द्वारा किए गए प्रयासों का असर अब दिखाई देने लगा है और राष्ट्रीय स्तर पर एकता की भावना को मजबूती मिली है। विभिन्न राज्यों के बीच समन्वय बढ़ा है तथा सीमावर्ती क्षेत्रों में सुरक्षा व्यवस्था को और अधिक सुदृढ़ किया गया है। <box>547 492 643 510</box>
paragraph: लगभग 6 वर्षों में असीमित सहायता हुआ और इस प्रक्रिया को आगे बढ़ाने के लिए अनेक कदम उठाए गए। इस दिशा में सरकार द्वारा किए गए प्रयासों का असर अब दिखाई देने लगा है और राष्ट्रीय स्तर पर एकता की भावना को मजबूती मिली है। विभिन्न राज्यों के बीच समन्वय बढ़ा है तथा सीमावर्ती क्षेत्रों में सुरक्षा व्यवस्था को और अधिक सुदृढ़ किया गया है। <box>6 369 192 379</box>
main-headline: राष्ट्रीय अखंडता की दिशा में एक बड़ा कदम <box>203 36 512 59</box>
paragraph: लगभग 6 वर्षों में असीमित सहायता हुआ और इस प्रक्रिया को आगे बढ़ाने के लिए अनेक कदम उठाए गए। इस दिशा में सरकार द्वारा किए गए प्रयासों का असर अब दिखाई देने लगा है और राष्ट्रीय स्तर पर एकता की भावना को मजबूती मिली है। विभिन्न राज्यों के बीच समन्वय बढ़ा है तथा सीमावर्ती क्षेत्रों में सुरक्षा व्यवस्था को और अधिक सुदृढ़ किया गया है। <box>6 296 192 305</box>
row-food <box>6 275 643 464</box>
bottom-decorative-bar <box>6 826 643 832</box>
paragraph: लगभग 6 वर्षों में असीमित सहायता हुआ और इस प्रक्रिया को आगे बढ़ाने के लिए अनेक कदम उठाए गए। इस दिशा में सरकार द्वारा किए गए प्रयासों का असर अब दिखाई देने लगा है और राष्ट्रीय स्तर पर एकता की भावना को मजबूती मिली है। विभिन्न राज्यों के बीच समन्वय बढ़ा है तथा सीमावर्ती क्षेत्रों में सुरक्षा व्यवस्था को और अधिक सुदृढ़ किया गया है। <box>203 445 305 463</box>
paragraph: लगभग 6 वर्षों में असीमित सहायता हुआ और इस प्रक्रिया को आगे बढ़ाने के लिए अनेक कदम उठाए गए। इस दिशा में सरकार द्वारा किए गए प्रयासों का असर अब दिखाई देने लगा है और राष्ट्रीय स्तर पर एकता की भावना को मजबूती मिली है। विभिन्न राज्यों के बीच समन्वय बढ़ा है तथा सीमावर्ती क्षेत्रों में सुरक्षा व्यवस्था को और अधिक सुदृढ़ किया गया है। <box>541 68 643 87</box>
paragraph: लगभग 6 वर्षों में असीमित सहायता हुआ और इस प्रक्रिया को आगे बढ़ाने के लिए अनेक कदम उठाए गए। इस दिशा में सरकार द्वारा किए गए प्रयासों का असर अब दिखाई देने लगा है और राष्ट्रीय स्तर पर एकता की भावना को मजबूती मिली है। विभिन्न राज्यों के बीच समन्वय बढ़ा है तथा सीमावर्ती क्षेत्रों में सुरक्षा व्यवस्था को और अधिक सुदृढ़ किया गया है। <box>461 729 536 752</box>
paragraph: लगभग 6 वर्षों में असीमित सहायता हुआ और इस प्रक्रिया को आगे बढ़ाने के लिए अनेक कदम उठाए गए। इस दिशा में सरकार द्वारा किए गए प्रयासों का असर अब दिखाई देने लगा है और राष्ट्रीय स्तर पर एकता की भावना को मजबूती मिली है। विभिन्न राज्यों के बीच समन्वय बढ़ा है तथा सीमावर्ती क्षेत्रों में सुरक्षा व्यवस्था को और अधिक सुदृढ़ किया गया है। <box>461 504 536 526</box>
paragraph: लगभग 6 वर्षों में असीमित सहायता हुआ और इस प्रक्रिया को आगे बढ़ाने के लिए अनेक कदम उठाए गए। इस दिशा में सरकार द्वारा किए गए प्रयासों का असर अब दिखाई देने लगा है और राष्ट्रीय स्तर पर एकता की भावना को मजबूती मिली है। विभिन्न राज्यों के बीच समन्वय बढ़ा है तथा सीमावर्ती क्षेत्रों में सुरक्षा व्यवस्था को और अधिक सुदृढ़ किया गया है। <box>541 393 643 410</box>
paragraph: लगभग 6 वर्षों में असीमित सहायता हुआ और इस प्रक्रिया को आगे बढ़ाने के लिए अनेक कदम उठाए गए। इस दिशा में सरकार द्वारा किए गए प्रयासों का असर अब दिखाई देने लगा है और राष्ट्रीय स्तर पर एकता की भावना को मजबूती मिली है। विभिन्न राज्यों के बीच समन्वय बढ़ा है तथा सीमावर्ती क्षेत्रों में सुरक्षा व्यवस्था को और अधिक सुदृढ़ किया गया है। <box>375 773 450 796</box>
paragraph: लगभग 6 वर्षों में असीमित सहायता हुआ और इस प्रक्रिया को आगे बढ़ाने के लिए अनेक कदम उठाए गए। इस दिशा में सरकार द्वारा किए गए प्रयासों का असर अब दिखाई देने लगा है और राष्ट्रीय स्तर पर एकता की भावना को मजबूती मिली है। विभिन्न राज्यों के बीच समन्वय बढ़ा है तथा सीमावर्ती क्षेत्रों में सुरक्षा व्यवस्था को और अधिक सुदृढ़ किया गया है। <box>203 742 278 765</box>
paragraph: लगभग 6 वर्षों में असीमित सहायता हुआ और इस प्रक्रिया को आगे बढ़ाने के लिए अनेक कदम उठाए गए। इस दिशा में सरकार द्वारा किए गए प्रयासों का असर अब दिखाई देने लगा है और राष्ट्रीय स्तर पर एकता की भावना को मजबूती मिली है। विभिन्न राज्यों के बीच समन्वय बढ़ा है तथा सीमावर्ती क्षेत्रों में सुरक्षा व्यवस्था को और अधिक सुदृढ़ किया गया है। <box>289 753 364 775</box>
letter-body-1 <box>6 640 192 670</box>
paragraph: लगभग 6 वर्षों में असीमित सहायता हुआ और इस प्रक्रिया को आगे बढ़ाने के लिए अनेक कदम उठाए गए। इस दिशा में सरकार द्वारा किए गए प्रयासों का असर अब दिखाई देने लगा है और राष्ट्रीय स्तर पर एकता की भावना को मजबूती मिली है। विभिन्न राज्यों के बीच समन्वय बढ़ा है तथा सीमावर्ती क्षेत्रों में सुरक्षा व्यवस्था को और अधिक सुदृढ़ किया गया है। <box>6 205 192 219</box>
paragraph: लगभग 6 वर्षों में असीमित सहायता हुआ और इस प्रक्रिया को आगे बढ़ाने के लिए अनेक कदम उठाए गए। इस दिशा में सरकार द्वारा किए गए प्रयासों का असर अब दिखाई देने लगा है और राष्ट्रीय स्तर पर एकता की भावना को मजबूती मिली है। विभिन्न राज्यों के बीच समन्वय बढ़ा है तथा सीमावर्ती क्षेत्रों में सुरक्षा व्यवस्था को और अधिक सुदृढ़ किया गया है। <box>289 550 364 573</box>
trump-col-b <box>289 707 364 822</box>
paragraph: लगभग 6 वर्षों में असीमित सहायता हुआ और इस प्रक्रिया को आगे बढ़ाने के लिए अनेक कदम उठाए गए। इस दिशा में सरकार द्वारा किए गए प्रयासों का असर अब दिखाई देने लगा है और राष्ट्रीय स्तर पर एकता की भावना को मजबूती मिली है। विभिन्न राज्यों के बीच समन्वय बढ़ा है तथा सीमावर्ती क्षेत्रों में सुरक्षा व्यवस्था को और अधिक सुदृढ़ किया गया है। <box>315 326 418 343</box>
imprint-line: फोन नं. 011-47297100 (30 लाइन्स) <box>574 668 616 673</box>
paragraph: लगभग 6 वर्षों में असीमित सहायता हुआ और इस प्रक्रिया को आगे बढ़ाने के लिए अनेक कदम उठाए गए। इस दिशा में सरकार द्वारा किए गए प्रयासों का असर अब दिखाई देने लगा है और राष्ट्रीय स्तर पर एकता की भावना को मजबूती मिली है। विभिन्न राज्यों के बीच समन्वय बढ़ा है तथा सीमावर्ती क्षेत्रों में सुरक्षा व्यवस्था को और अधिक सुदृढ़ किया गया है। <box>547 587 643 605</box>
column-main-food <box>203 275 643 464</box>
paragraph: लगभग 6 वर्षों में असीमित सहायता हुआ और इस प्रक्रिया को आगे बढ़ाने के लिए अनेक कदम उठाए गए। इस दिशा में सरकार द्वारा किए गए प्रयासों का असर अब दिखाई देने लगा है और राष्ट्रीय स्तर पर एकता की भावना को मजबूती मिली है। विभिन्न राज्यों के बीच समन्वय बढ़ा है तथा सीमावर्ती क्षेत्रों में सुरक्षा व्यवस्था को और अधिक सुदृढ़ किया गया है। <box>315 88 418 108</box>
paragraph: लगभग 6 वर्षों में असीमित सहायता हुआ और इस प्रक्रिया को आगे बढ़ाने के लिए अनेक कदम उठाए गए। इस दिशा में सरकार द्वारा किए गए प्रयासों का असर अब दिखाई देने लगा है और राष्ट्रीय स्तर पर एकता की भावना को मजबूती मिली है। विभिन्न राज्यों के बीच समन्वय बढ़ा है तथा सीमावर्ती क्षेत्रों में सुरक्षा व्यवस्था को और अधिक सुदृढ़ किया गया है। <box>203 563 278 586</box>
paragraph: लगभग 6 वर्षों में असीमित सहायता हुआ और इस प्रक्रिया को आगे बढ़ाने के लिए अनेक कदम उठाए गए। इस दिशा में सरकार द्वारा किए गए प्रयासों का असर अब दिखाई देने लगा है और राष्ट्रीय स्तर पर एकता की भावना को मजबूती मिली है। विभिन्न राज्यों के बीच समन्वय बढ़ा है तथा सीमावर्ती क्षेत्रों में सुरक्षा व्यवस्था को और अधिक सुदृढ़ किया गया है। <box>203 93 305 112</box>
paragraph: लगभग 6 वर्षों में असीमित सहायता हुआ और इस प्रक्रिया को आगे बढ़ाने के लिए अनेक कदम उठाए गए। इस दिशा में सरकार द्वारा किए गए प्रयासों का असर अब दिखाई देने लगा है और राष्ट्रीय स्तर पर एकता की भावना को मजबूती मिली है। विभिन्न राज्यों के बीच समन्वय बढ़ा है तथा सीमावर्ती क्षेत्रों में सुरक्षा व्यवस्था को और अधिक सुदृढ़ किया गया है। <box>541 88 643 108</box>
society-author-role: समाजशास्त्री <box>231 638 250 644</box>
paragraph: लगभग 6 वर्षों में असीमित सहायता हुआ और इस प्रक्रिया को आगे बढ़ाने के लिए अनेक कदम उठाए गए। इस दिशा में सरकार द्वारा किए गए प्रयासों का असर अब दिखाई देने लगा है और राष्ट्रीय स्तर पर एकता की भावना को मजबूती मिली है। विभिन्न राज्यों के बीच समन्वय बढ़ा है तथा सीमावर्ती क्षेत्रों में सुरक्षा व्यवस्था को और अधिक सुदृढ़ किया गया है। <box>6 713 192 722</box>
food-photo-3 <box>594 310 643 352</box>
paragraph: लगभग 6 वर्षों में असीमित सहायता हुआ और इस प्रक्रिया को आगे बढ़ाने के लिए अनेक कदम उठाए गए। इस दिशा में सरकार द्वारा किए गए प्रयासों का असर अब दिखाई देने लगा है और राष्ट्रीय स्तर पर एकता की भावना को मजबूती मिली है। विभिन्न राज्यों के बीच समन्वय बढ़ा है तथा सीमावर्ती क्षेत्रों में सुरक्षा व्यवस्था को और अधिक सुदृढ़ किया गया है। <box>428 178 531 197</box>
food-author-photo <box>230 365 278 407</box>
food-col-b <box>316 307 418 464</box>
paragraph: लगभग 6 वर्षों में असीमित सहायता हुआ और इस प्रक्रिया को आगे बढ़ाने के लिए अनेक कदम उठाए गए। इस दिशा में सरकार द्वारा किए गए प्रयासों का असर अब दिखाई देने लगा है और राष्ट्रीय स्तर पर एकता की भावना को मजबूती मिली है। विभिन्न राज्यों के बीच समन्वय बढ़ा है तथा सीमावर्ती क्षेत्रों में सुरक्षा व्यवस्था को और अधिक सुदृढ़ किया गया है। <box>6 661 192 670</box>
paragraph: लगभग 6 वर्षों में असीमित सहायता हुआ और इस प्रक्रिया को आगे बढ़ाने के लिए अनेक कदम उठाए गए। इस दिशा में सरकार द्वारा किए गए प्रयासों का असर अब दिखाई देने लगा है और राष्ट्रीय स्तर पर एकता की भावना को मजबूती मिली है। विभिन्न राज्यों के बीच समन्वय बढ़ा है तथा सीमावर्ती क्षेत्रों में सुरक्षा व्यवस्था को और अधिक सुदृढ़ किया गया है। <box>461 574 536 596</box>
paragraph: लगभग 6 वर्षों में असीमित सहायता हुआ और इस प्रक्रिया को आगे बढ़ाने के लिए अनेक कदम उठाए गए। इस दिशा में सरकार द्वारा किए गए प्रयासों का असर अब दिखाई देने लगा है और राष्ट्रीय स्तर पर एकता की भावना को मजबूती मिली है। विभिन्न राज्यों के बीच समन्वय बढ़ा है तथा सीमावर्ती क्षेत्रों में सुरक्षा व्यवस्था को और अधिक सुदृढ़ किया गया है। <box>6 338 192 347</box>
drop-cap: लगभग <box>203 67 226 78</box>
cartoon-desk <box>21 542 109 586</box>
cartoon-caption: — विजय कुमार <box>172 381 192 386</box>
article-website: pk-kritapublications.com <box>608 193 643 198</box>
paragraph: लगभग 6 वर्षों में असीमित सहायता हुआ और इस प्रक्रिया को आगे बढ़ाने के लिए अनेक कदम उठाए गए। इस दिशा में सरकार द्वारा किए गए प्रयासों का असर अब दिखाई देने लगा है और राष्ट्रीय स्तर पर एकता की भावना को मजबूती मिली है। विभिन्न राज्यों के बीच समन्वय बढ़ा है तथा सीमावर्ती क्षेत्रों में सुरक्षा व्यवस्था को और अधिक सुदृढ़ किया गया है। <box>541 130 643 149</box>
paragraph: लगभग 6 वर्षों में असीमित सहायता हुआ और इस प्रक्रिया को आगे बढ़ाने के लिए अनेक कदम उठाए गए। इस दिशा में सरकार द्वारा किए गए प्रयासों का असर अब दिखाई देने लगा है और राष्ट्रीय स्तर पर एकता की भावना को मजबूती मिली है। विभिन्न राज्यों के बीच समन्वय बढ़ा है तथा सीमावर्ती क्षेत्रों में सुरक्षा व्यवस्था को और अधिक सुदृढ़ किया गया है। <box>203 426 305 443</box>
paragraph: लगभग 6 वर्षों में असीमित सहायता हुआ और इस प्रक्रिया को आगे बढ़ाने के लिए अनेक कदम उठाए गए। इस दिशा में सरकार द्वारा किए गए प्रयासों का असर अब दिखाई देने लगा है और राष्ट्रीय स्तर पर एकता की भावना को मजबूती मिली है। विभिन्न राज्यों के बीच समन्वय बढ़ा है तथा सीमावर्ती क्षेत्रों में सुरक्षा व्यवस्था को और अधिक सुदृढ़ किया गया है। <box>315 364 418 381</box>
paragraph: लगभग 6 वर्षों में असीमित सहायता हुआ और इस प्रक्रिया को आगे बढ़ाने के लिए अनेक कदम उठाए गए। इस दिशा में सरकार द्वारा किए गए प्रयासों का असर अब दिखाई देने लगा है और राष्ट्रीय स्तर पर एकता की भावना को मजबूती मिली है। विभिन्न राज्यों के बीच समन्वय बढ़ा है तथा सीमावर्ती क्षेत्रों में सुरक्षा व्यवस्था को और अधिक सुदृढ़ किया गया है। <box>203 647 278 669</box>
paragraph: लगभग 6 वर्षों में असीमित सहायता हुआ और इस प्रक्रिया को आगे बढ़ाने के लिए अनेक कदम उठाए गए। इस दिशा में सरकार द्वारा किए गए प्रयासों का असर अब दिखाई देने लगा है और राष्ट्रीय स्तर पर एकता की भावना को मजबूती मिली है। विभिन्न राज्यों के बीच समन्वय बढ़ा है तथा सीमावर्ती क्षेत्रों में सुरक्षा व्यवस्था को और अधिक सुदृढ़ किया गया है। <box>541 374 643 391</box>
letter-head-1: मंडी गोबिंदगढ़ में जी.एस.टी. विभाग की दस्तक <box>6 618 192 637</box>
paragraph: लगभग 6 वर्षों में असीमित सहायता हुआ और इस प्रक्रिया को आगे बढ़ाने के लिए अनेक कदम उठाए गए। इस दिशा में सरकार द्वारा किए गए प्रयासों का असर अब दिखाई देने लगा है और राष्ट्रीय स्तर पर एकता की भावना को मजबूती मिली है। विभिन्न राज्यों के बीच समन्वय बढ़ा है तथा सीमावर्ती क्षेत्रों में सुरक्षा व्यवस्था को और अधिक सुदृढ़ किया गया है। <box>428 389 531 406</box>
author-name: चुम आई. कोंवार <box>238 209 269 216</box>
food-headline-red: नुकसान पर नकेल जरूरी <box>477 279 597 295</box>
society-photo-1 <box>375 551 452 595</box>
author-photo <box>227 157 281 205</box>
paragraph: लगभग 6 वर्षों में असीमित सहायता हुआ और इस प्रक्रिया को आगे बढ़ाने के लिए अनेक कदम उठाए गए। इस दिशा में सरकार द्वारा किए गए प्रयासों का असर अब दिखाई देने लगा है और राष्ट्रीय स्तर पर एकता की भावना को मजबूती मिली है। विभिन्न राज्यों के बीच समन्वय बढ़ा है तथा सीमावर्ती क्षेत्रों में सुरक्षा व्यवस्था को और अधिक सुदृढ़ किया गया है। <box>461 527 536 549</box>
edition-date: नई दिल्ली | शुक्रवार | 8 अप्रैल, 2026 <box>556 18 642 25</box>
food-headline-main: 20 करोड़ भूखे पेट, 8 करोड़ टन भोज बर्बाद <box>266 279 475 295</box>
paragraph: लगभग 6 वर्षों में असीमित सहायता हुआ और इस प्रक्रिया को आगे बढ़ाने के लिए अनेक कदम उठाए गए। इस दिशा में सरकार द्वारा किए गए प्रयासों का असर अब दिखाई देने लगा है और राष्ट्रीय स्तर पर एकता की भावना को मजबूती मिली है। विभिन्न राज्यों के बीच समन्वय बढ़ा है तथा सीमावर्ती क्षेत्रों में सुरक्षा व्यवस्था को और अधिक सुदृढ़ किया गया है। <box>315 345 418 362</box>
page-number-badge: 6 ❚❚ <box>6 4 32 30</box>
society-author-chip <box>203 588 278 644</box>
paragraph: लगभग 6 वर्षों में असीमित सहायता हुआ और इस प्रक्रिया को आगे बढ़ाने के लिए अनेक कदम उठाए गए। इस दिशा में सरकार द्वारा किए गए प्रयासों का असर अब दिखाई देने लगा है और राष्ट्रीय स्तर पर एकता की भावना को मजबूती मिली है। विभिन्न राज्यों के बीच समन्वय बढ़ा है तथा सीमावर्ती क्षेत्रों में सुरक्षा व्यवस्था को और अधिक सुदृढ़ किया गया है। <box>428 199 531 218</box>
society-author-photo <box>218 588 264 628</box>
cartoon-figure <box>47 516 83 548</box>
paragraph: लगभग 6 वर्षों में असीमित सहायता हुआ और इस प्रक्रिया को आगे बढ़ाने के लिए अनेक कदम उठाए गए। इस दिशा में सरकार द्वारा किए गए प्रयासों का असर अब दिखाई देने लगा है और राष्ट्रीय स्तर पर एकता की भावना को मजबूती मिली है। विभिन्न राज्यों के बीच समन्वय बढ़ा है तथा सीमावर्ती क्षेत्रों में सुरक्षा व्यवस्था को और अधिक सुदृढ़ किया गया है। <box>203 245 305 264</box>
trump-headline-red: कमजोर और अधिक क्रोधित <box>379 681 514 697</box>
food-author-chip <box>203 365 305 423</box>
paragraph: लगभग 6 वर्षों में असीमित सहायता हुआ और इस प्रक्रिया को आगे बढ़ाने के लिए अनेक कदम उठाए गए। इस दिशा में सरकार द्वारा किए गए प्रयासों का असर अब दिखाई देने लगा है और राष्ट्रीय स्तर पर एकता की भावना को मजबूती मिली है। विभिन्न राज्यों के बीच समन्वय बढ़ा है तथा सीमावर्ती क्षेत्रों में सुरक्षा व्यवस्था को और अधिक सुदृढ़ किया गया है। <box>289 504 364 526</box>
paragraph: लगभग 6 वर्षों में असीमित सहायता हुआ और इस प्रक्रिया को आगे बढ़ाने के लिए अनेक कदम उठाए गए। इस दिशा में सरकार द्वारा किए गए प्रयासों का असर अब दिखाई देने लगा है और राष्ट्रीय स्तर पर एकता की भावना को मजबूती मिली है। विभिन्न राज्यों के बीच समन्वय बढ़ा है तथा सीमावर्ती क्षेत्रों में सुरक्षा व्यवस्था को और अधिक सुदृढ़ किया गया है। <box>203 719 278 741</box>
cartoon-speech-bubble: HELLO TRUMP!! <box>129 542 181 554</box>
masthead-english-line: NAVODAYA TIMES <box>598 9 642 14</box>
column-left-lead <box>6 35 192 266</box>
paragraph: लगभग 6 वर्षों में असीमित सहायता हुआ और इस प्रक्रिया को आगे बढ़ाने के लिए अनेक कदम उठाए गए। इस दिशा में सरकार द्वारा किए गए प्रयासों का असर अब दिखाई देने लगा है और राष्ट्रीय स्तर पर एकता की भावना को मजबूती मिली है। विभिन्न राज्यों के बीच समन्वय बढ़ा है तथा सीमावर्ती क्षेत्रों में सुरक्षा व्यवस्था को और अधिक सुदृढ़ किया गया है। <box>541 151 643 170</box>
lead-col-d <box>541 68 643 266</box>
paragraph: लगभग 6 वर्षों में असीमित सहायता हुआ और इस प्रक्रिया को आगे बढ़ाने के लिए अनेक कदम उठाए गए। इस दिशा में सरकार द्वारा किए गए प्रयासों का असर अब दिखाई देने लगा है और राष्ट्रीय स्तर पर एकता की भावना को मजबूती मिली है। विभिन्न राज्यों के बीच समन्वय बढ़ा है तथा सीमावर्ती क्षेत्रों में सुरक्षा व्यवस्था को और अधिक सुदृढ़ किया गया है। <box>541 109 643 128</box>
section-tag: नजरिया <box>315 8 380 27</box>
paragraph: लगभग 6 वर्षों में असीमित सहायता हुआ और इस प्रक्रिया को आगे बढ़ाने के लिए अनेक कदम उठाए गए। इस दिशा में सरकार द्वारा किए गए प्रयासों का असर अब दिखाई देने लगा है और राष्ट्रीय स्तर पर एकता की भावना को मजबूती मिली है। विभिन्न राज्यों के बीच समन्वय बढ़ा है तथा सीमावर्ती क्षेत्रों में सुरक्षा व्यवस्था को और अधिक सुदृढ़ किया गया है। <box>6 765 192 774</box>
row-society <box>6 473 643 822</box>
decorative-bars-left <box>161 7 311 27</box>
paragraph: लगभग 6 वर्षों में असीमित सहायता हुआ और इस प्रक्रिया को आगे बढ़ाने के लिए अनेक कदम उठाए गए। इस दिशा में सरकार द्वारा किए गए प्रयासों का असर अब दिखाई देने लगा है और राष्ट्रीय स्तर पर एकता की भावना को मजबूती मिली है। विभिन्न राज्यों के बीच समन्वय बढ़ा है तथा सीमावर्ती क्षेत्रों में सुरक्षा व्यवस्था को और अधिक सुदृढ़ किया गया है। <box>203 517 278 539</box>
paragraph: लगभग 6 वर्षों में असीमित सहायता हुआ और इस प्रक्रिया को आगे बढ़ाने के लिए अनेक कदम उठाए गए। इस दिशा में सरकार द्वारा किए गए प्रयासों का असर अब दिखाई देने लगा है और राष्ट्रीय स्तर पर एकता की भावना को मजबूती मिली है। विभिन्न राज्यों के बीच समन्वय बढ़ा है तथा सीमावर्ती क्षेत्रों में सुरक्षा व्यवस्था को और अधिक सुदृढ़ किया गया है। <box>461 550 536 573</box>
